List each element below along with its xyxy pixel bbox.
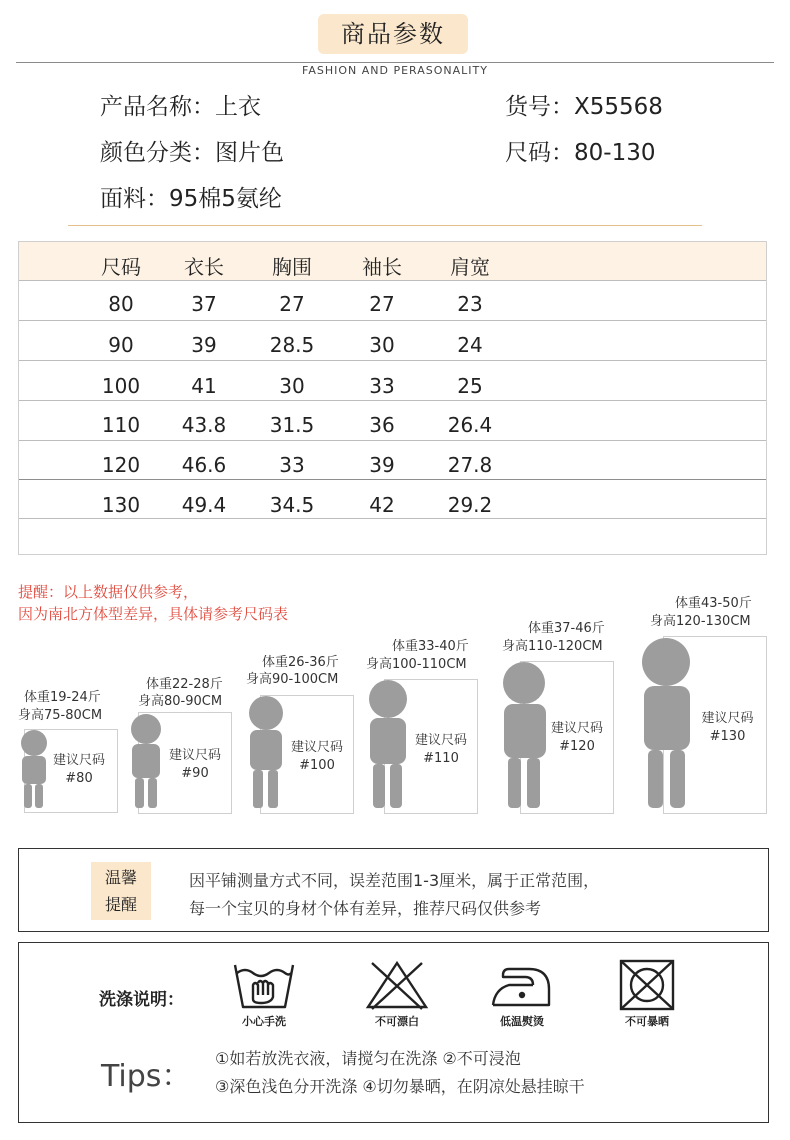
- size-height: 身高75-80CM: [18, 708, 103, 723]
- reminder-line2: 因为南北方体型差异，具体请参考尺码表: [18, 605, 289, 623]
- notice-line1: 因平铺测量方式不同，误差范围1-3厘米，属于正常范围，: [189, 871, 600, 890]
- size-weight: 体重43-50斤: [675, 596, 752, 611]
- table-cell: 49.4: [181, 493, 227, 517]
- size-label: 建议尺码: [168, 748, 221, 763]
- table-cell: 29.2: [447, 493, 493, 517]
- size-label: 建议尺码: [414, 733, 467, 748]
- size-height: 身高80-90CM: [138, 694, 223, 709]
- size-label: 建议尺码: [290, 740, 343, 755]
- spec-color: 颜色分类：图片色: [100, 140, 284, 166]
- size-weight: 体重33-40斤: [392, 639, 469, 654]
- table-cell: 43.8: [181, 413, 227, 437]
- tips-label: Tips：: [101, 1059, 192, 1094]
- notice-badge-line2: 提醒: [104, 895, 137, 914]
- table-cell: 80: [108, 292, 134, 316]
- size-label: 建议尺码: [550, 721, 603, 736]
- table-row: [19, 440, 766, 480]
- washing-title: 洗涤说明：: [99, 990, 184, 1010]
- hand-wash-label: 小心手洗: [242, 1015, 286, 1028]
- page-title: 商品参数: [318, 14, 468, 54]
- spec-name: 产品名称：上衣: [100, 94, 261, 120]
- notice-badge: [91, 862, 151, 920]
- table-cell: 36: [369, 413, 395, 437]
- size-value: #90: [181, 766, 209, 781]
- size-value: #130: [709, 729, 746, 744]
- spec-fabric: 面料：95棉5氨纶: [100, 186, 282, 212]
- header-divider: [16, 62, 774, 63]
- spec-sku: 货号：X55568: [505, 94, 663, 120]
- table-row: [19, 360, 766, 400]
- row-divider: [19, 518, 766, 519]
- table-cell: 25: [457, 374, 483, 398]
- no-sun-icon: [617, 957, 677, 1013]
- table-row: [19, 479, 766, 519]
- table-row: [19, 280, 766, 320]
- size-weight: 体重19-24斤: [24, 690, 101, 705]
- no-bleach-icon: [364, 959, 430, 1011]
- table-cell: 120: [101, 453, 141, 477]
- table-cell: 33: [279, 453, 305, 477]
- low-iron-icon: [489, 959, 555, 1011]
- notice-box: [18, 848, 769, 932]
- table-cell: 42: [369, 493, 395, 517]
- table-cell: 27: [369, 292, 395, 316]
- table-cell: 39: [369, 453, 395, 477]
- header-cell: 衣长: [184, 255, 224, 279]
- hand-wash-icon: [231, 959, 297, 1011]
- table-cell: 24: [457, 333, 483, 357]
- size-value: #100: [299, 758, 335, 773]
- table-cell: 39: [191, 333, 217, 357]
- no-bleach-label: 不可漂白: [375, 1015, 419, 1028]
- table-cell: 41: [191, 374, 217, 398]
- header-cell: 胸围: [272, 255, 312, 279]
- spec-divider: [68, 225, 702, 226]
- notice-badge-line1: 温馨: [104, 868, 137, 887]
- table-cell: 27.8: [447, 453, 493, 477]
- size-table: [18, 241, 767, 555]
- size-value: #110: [423, 751, 459, 766]
- tip-line2: ③深色浅色分开洗涤 ④切勿暴晒，在阴凉处悬挂晾干: [215, 1077, 585, 1096]
- size-label: 建议尺码: [701, 711, 754, 726]
- size-weight: 体重22-28斤: [146, 677, 223, 692]
- header-cell: 尺码: [101, 255, 141, 279]
- size-value: #80: [65, 771, 93, 786]
- washing-box: [18, 942, 769, 1123]
- no-sun-label: 不可暴晒: [625, 1015, 669, 1028]
- table-cell: 34.5: [269, 493, 315, 517]
- table-cell: 23: [457, 292, 483, 316]
- spec-size: 尺码：80-130: [505, 140, 656, 166]
- size-weight: 体重37-46斤: [528, 621, 605, 636]
- table-header: [19, 242, 766, 280]
- size-weight: 体重26-36斤: [262, 655, 339, 670]
- table-cell: 130: [101, 493, 141, 517]
- reminder-line1: 提醒：以上数据仅供参考，: [18, 583, 199, 601]
- table-cell: 27: [279, 292, 305, 316]
- table-cell: 31.5: [269, 413, 315, 437]
- notice-line2: 每一个宝贝的身材个体有差异，推荐尺码仅供参考: [189, 899, 542, 918]
- header-cell: 袖长: [362, 255, 402, 279]
- table-cell: 110: [101, 413, 141, 437]
- header-subtitle: FASHION AND PERASONALITY: [302, 64, 488, 77]
- size-label: 建议尺码: [52, 753, 105, 768]
- table-cell: 46.6: [181, 453, 227, 477]
- table-cell: 90: [108, 333, 134, 357]
- size-height: 身高100-110CM: [366, 657, 467, 672]
- size-height: 身高110-120CM: [502, 639, 603, 654]
- table-cell: 100: [101, 374, 141, 398]
- table-row: [19, 320, 766, 360]
- table-row: [19, 400, 766, 440]
- table-cell: 30: [279, 374, 305, 398]
- table-cell: 28.5: [269, 333, 315, 357]
- size-value: #120: [559, 739, 595, 754]
- size-height: 身高90-100CM: [246, 672, 339, 687]
- tip-line1: ①如若放洗衣液，请搅匀在洗涤 ②不可浸泡: [215, 1049, 521, 1068]
- table-cell: 33: [369, 374, 395, 398]
- size-height: 身高120-130CM: [650, 614, 751, 629]
- table-cell: 37: [191, 292, 217, 316]
- table-cell: 30: [369, 333, 395, 357]
- table-cell: 26.4: [447, 413, 493, 437]
- header-cell: 肩宽: [450, 255, 490, 279]
- low-iron-label: 低温熨烫: [500, 1015, 544, 1028]
